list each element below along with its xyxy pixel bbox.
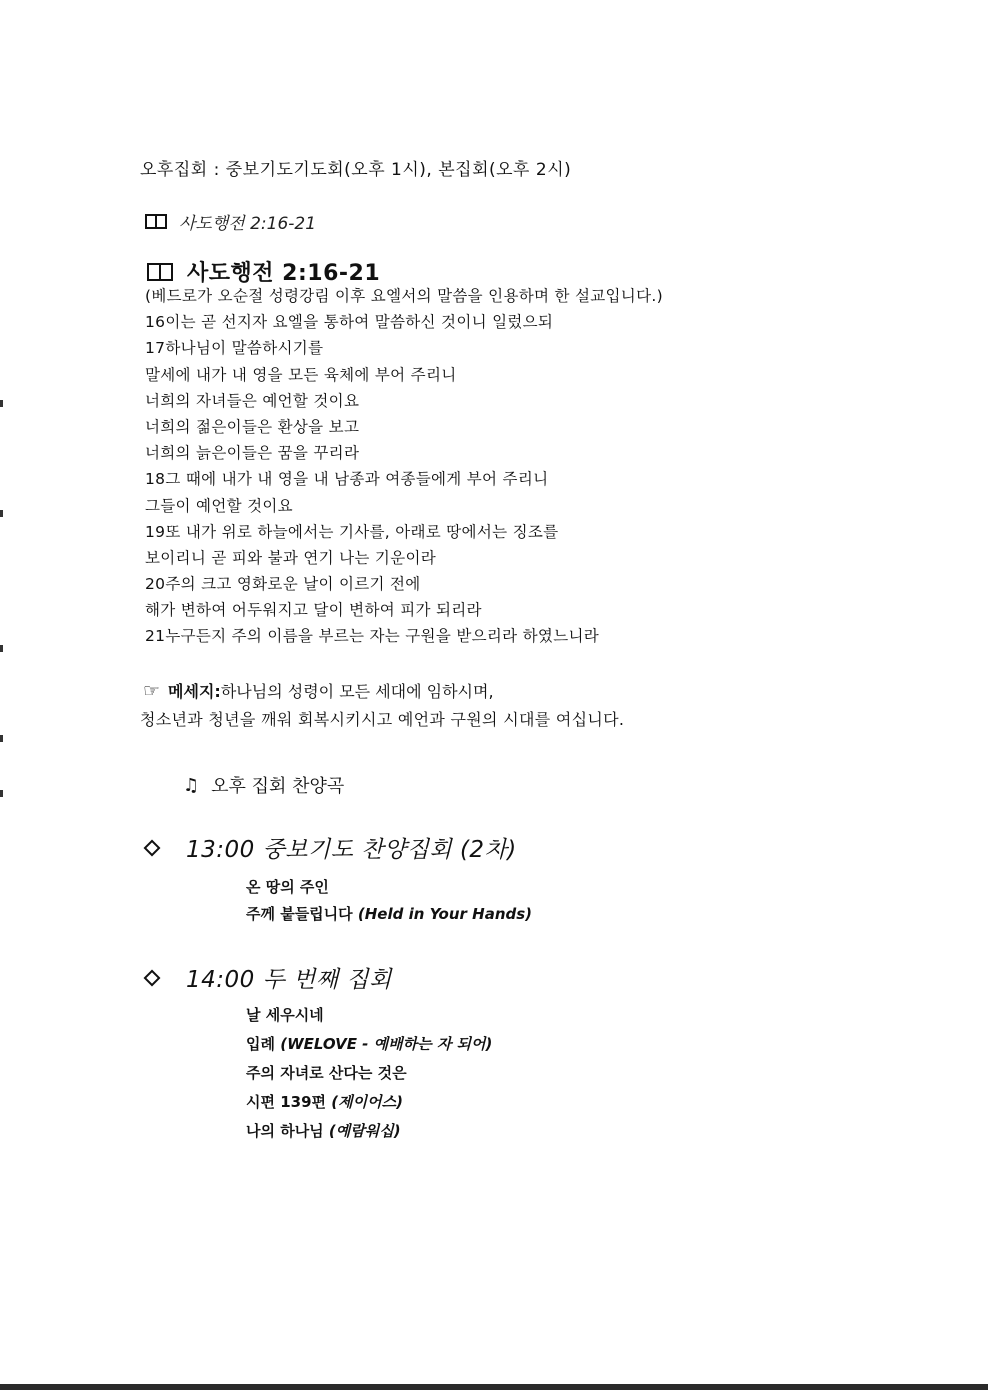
music-note-icon: ♫	[183, 774, 200, 796]
verse-line: 18그 때에 내가 내 영을 내 남종과 여종들에게 부어 주리니	[145, 470, 549, 489]
song-note: (Held in Your Hands)	[357, 905, 533, 923]
verse-line: 21누구든지 주의 이름을 부르는 자는 구원을 받으리라 하였느니라	[145, 627, 600, 646]
verse-line: 17하나님이 말씀하시기를	[145, 339, 324, 358]
scan-margin-marks	[0, 400, 4, 800]
message-line-1: 하나님의 성령이 모든 세대에 임하시며,	[220, 682, 494, 701]
diamond-bullet-icon	[144, 969, 161, 986]
scan-bottom-edge	[0, 1384, 988, 1390]
verse-line: 19또 내가 위로 하늘에서는 기사를, 아래로 땅에서는 징조를	[145, 522, 559, 541]
song-item	[246, 1091, 492, 1120]
section-title: 13:00 중보기도 찬양집회 (2차)	[186, 837, 517, 863]
hymns-title: 오후 집회 찬양곡	[211, 776, 345, 797]
song-note: (WELOVE - 예배하는 자 되어)	[280, 1035, 493, 1053]
book-icon	[147, 263, 173, 281]
song-title: 나의 하나님	[246, 1122, 324, 1140]
verse-line: 너희의 젊은이들은 환상을 보고	[145, 417, 360, 436]
song-item	[246, 876, 532, 903]
song-note: (예람워십)	[328, 1122, 401, 1140]
session-schedule: 오후집회 : 중보기도기도회(오후 1시), 본집회(오후 2시)	[140, 160, 572, 180]
scripture-title: 사도행전 2:16-21	[187, 261, 381, 286]
section-heading-1	[143, 831, 517, 864]
verse-line: 20주의 크고 영화로운 날이 이르기 전에	[145, 575, 421, 594]
message-line-2: 청소년과 청년을 깨워 회복시키시고 예언과 구원의 시대를 여십니다.	[140, 710, 625, 729]
song-title: 날 세우시네	[246, 1006, 324, 1024]
verse-line: 16이는 곧 선지자 요엘을 통하여 말씀하신 것이니 일렀으되	[145, 313, 554, 332]
song-note: (제이어스)	[331, 1093, 403, 1111]
verse-line: 보이리니 곧 피와 불과 연기 나는 기운이라	[145, 548, 437, 567]
song-title: 시편 139편	[246, 1093, 327, 1111]
song-list-1	[246, 876, 532, 930]
scripture-passage	[145, 283, 663, 650]
verse-line: 해가 변하여 어두워지고 달이 변하여 피가 되리라	[145, 601, 482, 620]
song-title: 입례	[246, 1035, 275, 1053]
song-title: 온 땅의 주인	[246, 878, 329, 896]
verse-line: 너희의 늙은이들은 꿈을 꾸리라	[145, 444, 360, 463]
song-title: 주의 자녀로 산다는 것은	[246, 1064, 407, 1082]
song-item	[246, 1033, 492, 1062]
message-row	[143, 679, 494, 702]
scripture-ref-small-row	[145, 210, 316, 232]
verse-line: (베드로가 오순절 성령강림 이후 요엘서의 말씀을 인용하며 한 설교입니다.)	[145, 287, 663, 305]
verse-line: 그들이 예언할 것이요	[145, 496, 293, 515]
book-icon	[145, 214, 167, 229]
song-title: 주께 붙들립니다	[246, 905, 353, 923]
song-item	[246, 903, 532, 930]
diamond-bullet-icon	[144, 839, 161, 856]
section-heading-2	[143, 961, 392, 994]
song-list-2	[246, 1004, 492, 1149]
scripture-ref-small: 사도행전 2:16-21	[179, 213, 317, 234]
verse-line: 말세에 내가 내 영을 모든 육체에 부어 주리니	[145, 365, 457, 384]
song-item	[246, 1120, 492, 1149]
pointing-hand-icon: ☞	[143, 679, 161, 702]
message-label: 메세지:	[168, 682, 221, 701]
verse-line: 너희의 자녀들은 예언할 것이요	[145, 391, 360, 410]
song-item	[246, 1004, 492, 1033]
song-item	[246, 1062, 492, 1091]
hymns-heading	[183, 772, 344, 798]
section-title: 14:00 두 번째 집회	[186, 967, 392, 993]
